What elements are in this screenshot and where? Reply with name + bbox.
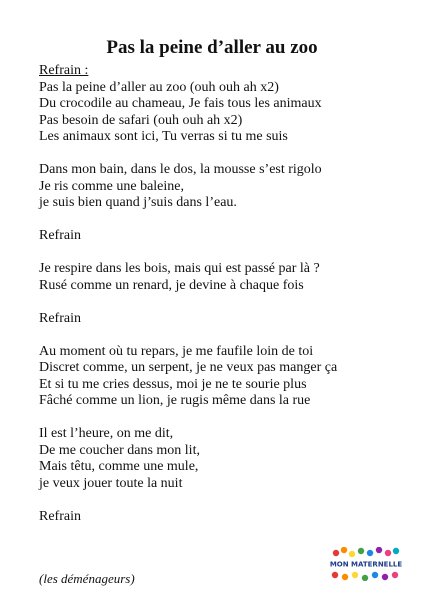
verse-line: Au moment où tu repars, je me faufile loin de toi <box>39 343 314 359</box>
hand-print-icon <box>385 550 391 556</box>
hand-print-icon <box>342 574 348 580</box>
song-title: Pas la peine d’aller au zoo <box>106 37 318 58</box>
hand-print-icon <box>352 572 358 578</box>
refrain-line: Pas besoin de safari (ouh ouh ah x2) <box>39 112 243 128</box>
refrain-line: Du crocodile au chameau, Je fais tous les animaux <box>39 96 322 111</box>
artist-credit: (les déménageurs) <box>39 571 135 586</box>
hand-print-icon <box>349 551 355 557</box>
hand-print-icon <box>332 572 338 578</box>
hand-print-icon <box>392 572 398 578</box>
verse-line: Fâché comme un lion, je rugis même dans la rue <box>39 393 311 408</box>
verse-line: Et si tu me cries dessus, moi je ne te sourie plus <box>39 376 307 392</box>
refrain-reference: Refrain <box>39 228 81 243</box>
verse-line: Dans mon bain, dans le dos, la mousse s’est rigolo <box>39 162 322 177</box>
verse-line: Discret comme, un serpent, je ne veux pas manger ça <box>39 360 338 375</box>
verse-line: je suis bien quand j’suis dans l’eau. <box>39 195 237 210</box>
verse-line: Je respire dans les bois, mais qui est passé par là ? <box>39 261 320 276</box>
refrain-line: Les animaux sont ici, Tu verras si tu me suis <box>39 129 288 144</box>
mon-maternelle-logo <box>330 547 402 581</box>
verse-line: Rusé comme un renard, je devine à chaque fois <box>39 277 304 293</box>
hand-print-icon <box>382 574 388 580</box>
refrain-label: Refrain : <box>39 63 89 78</box>
refrain-reference: Refrain <box>39 508 81 524</box>
hand-print-icon <box>358 548 364 554</box>
logo-text: MON MATERNELLE <box>330 560 402 569</box>
verse-line: Mais têtu, comme une mule, <box>39 459 199 474</box>
verse-line: Je ris comme une baleine, <box>39 178 185 194</box>
verse-line: De me coucher dans mon lit, <box>39 442 200 458</box>
hand-print-icon <box>393 548 399 554</box>
hand-print-icon <box>376 547 382 553</box>
lyrics <box>39 63 409 525</box>
hand-print-icon <box>333 550 339 556</box>
hand-print-icon <box>362 575 368 581</box>
refrain-reference: Refrain <box>39 310 81 326</box>
hand-print-icon <box>341 547 347 553</box>
hand-print-icon <box>367 550 373 556</box>
verse-line: je veux jouer toute la nuit <box>39 475 183 491</box>
refrain-line: Pas la peine d’aller au zoo (ouh ouh ah x2) <box>39 79 279 95</box>
hands-logo-icon <box>330 547 402 581</box>
verse-line: Il est l’heure, on me dit, <box>39 426 174 441</box>
hand-print-icon <box>372 572 378 578</box>
